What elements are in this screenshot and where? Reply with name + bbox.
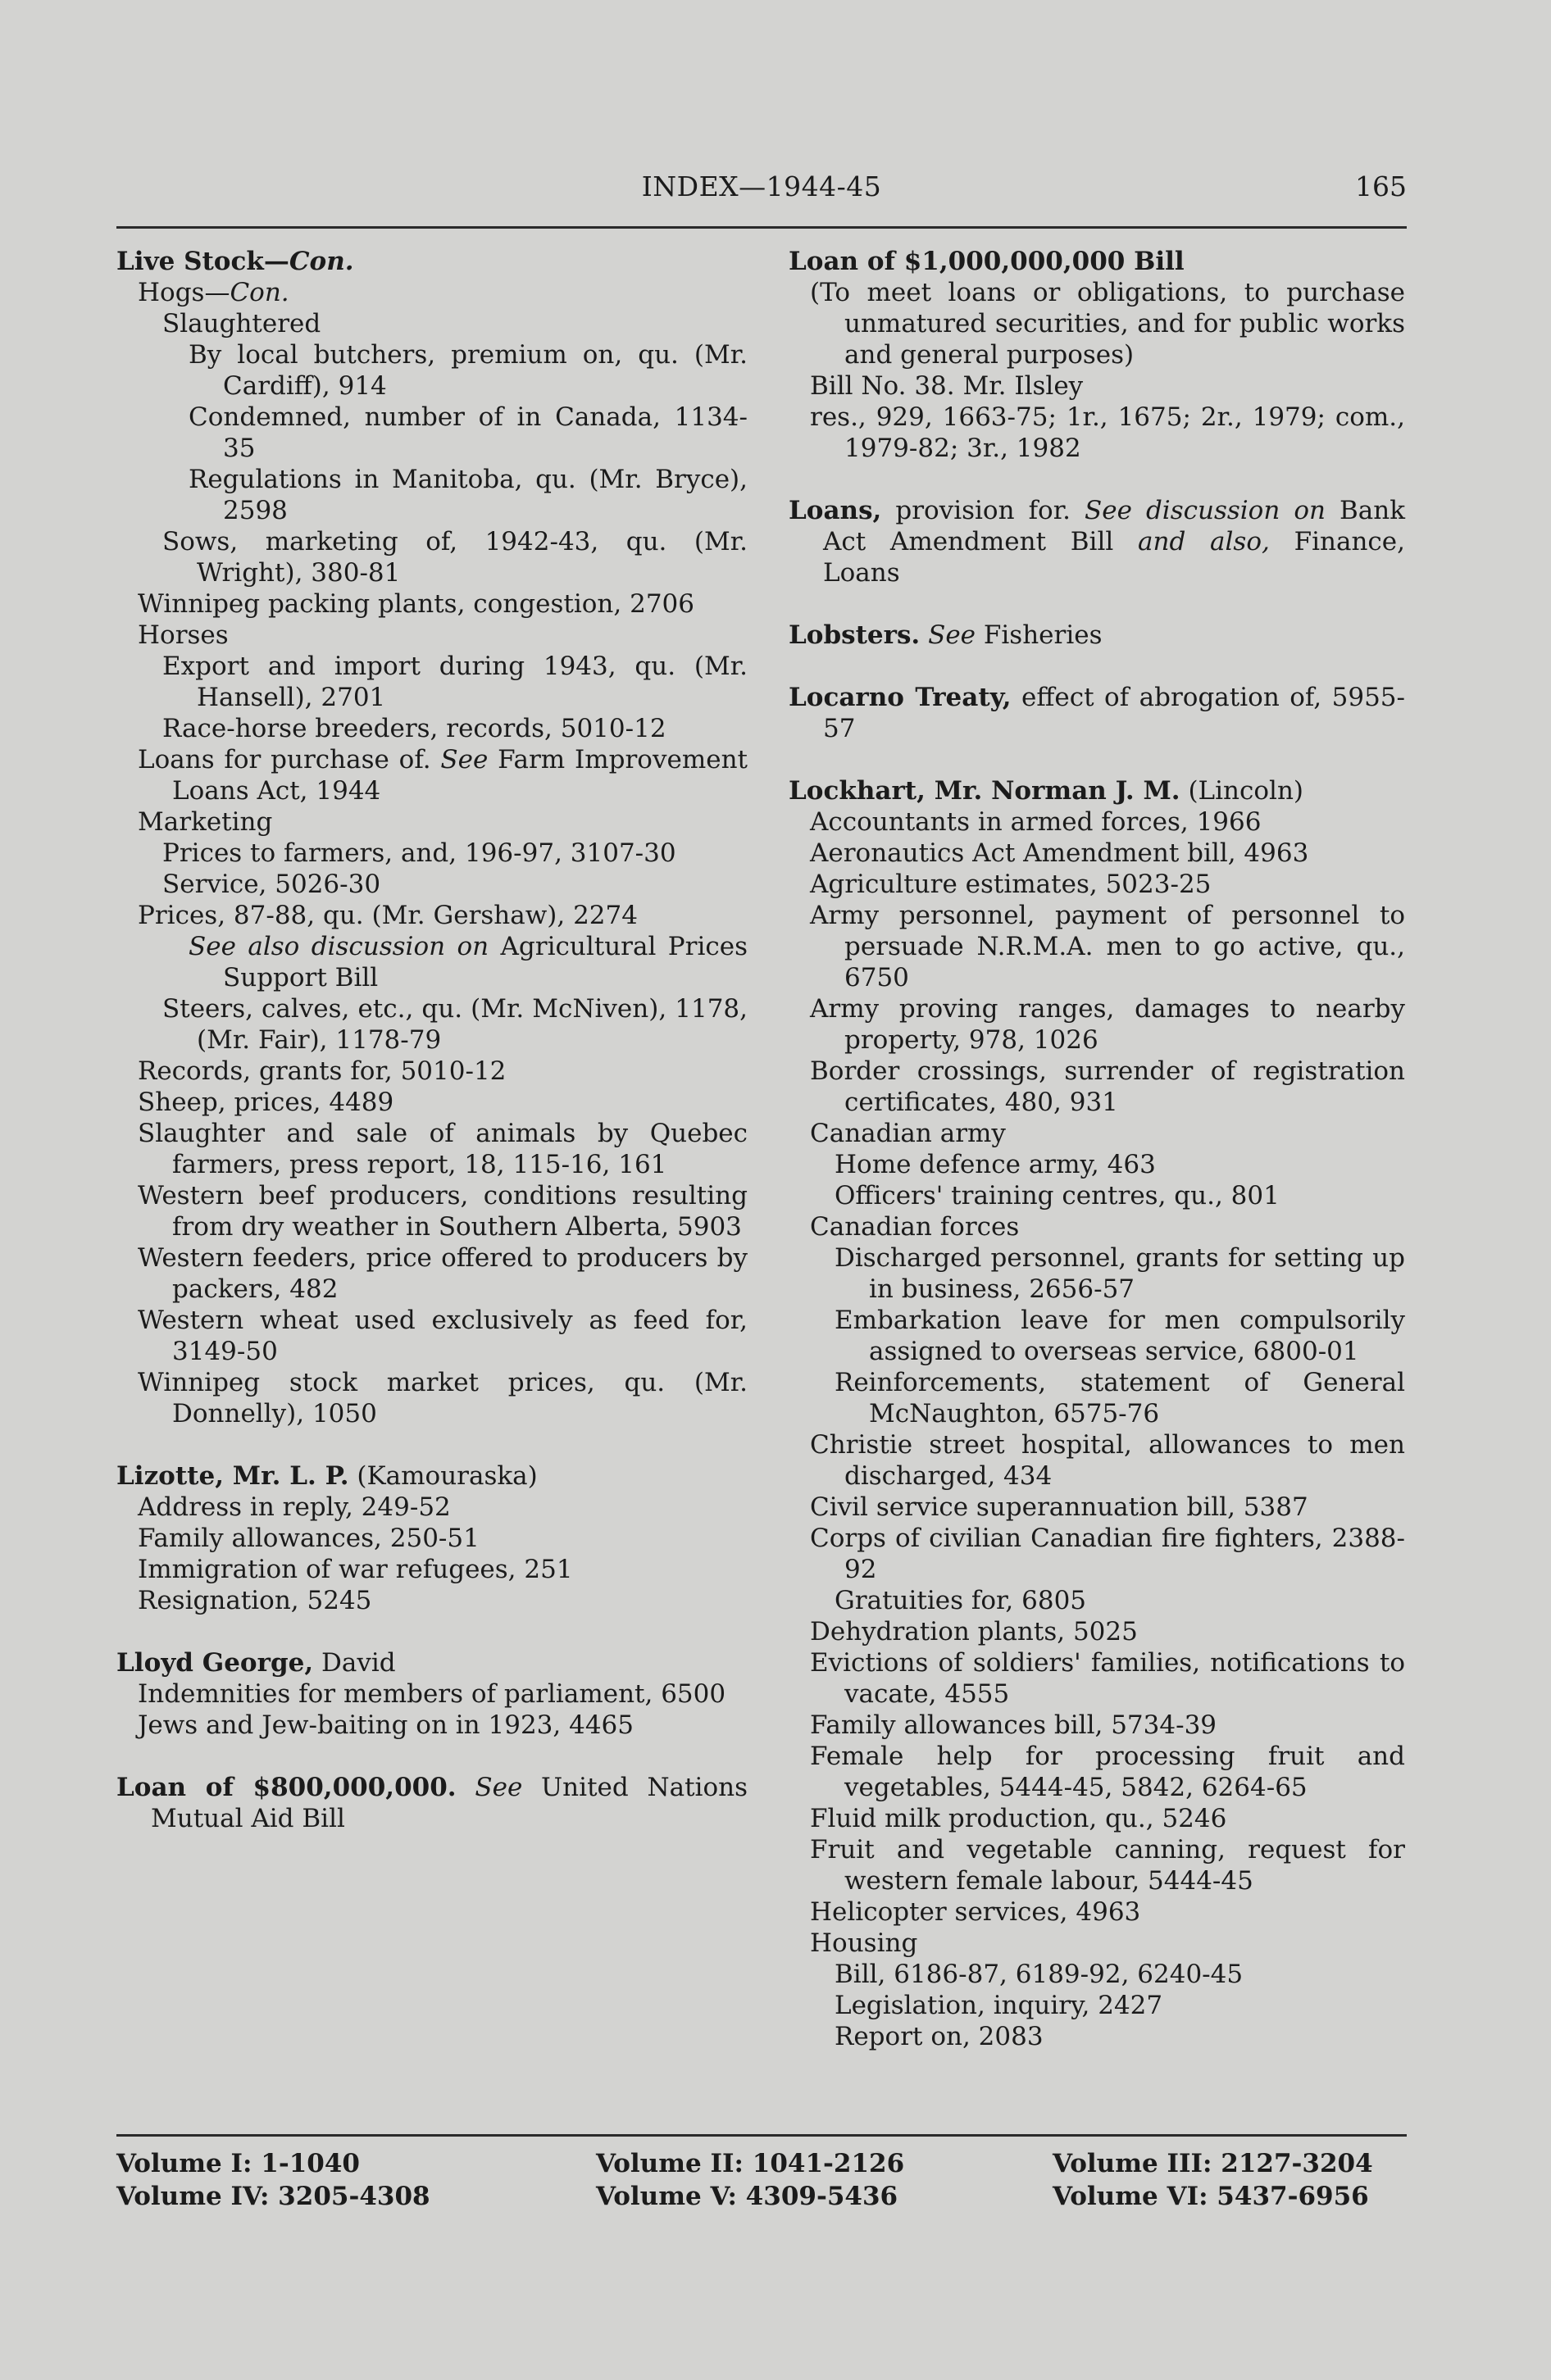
index-subentry	[789, 1990, 1405, 2021]
entry-head: Locarno Treaty,	[789, 683, 1012, 712]
entry-head: Loan of $800,000,000.	[116, 1773, 457, 1802]
entry-text-italic: Con.	[230, 278, 289, 307]
see-reference: See also discussion on	[189, 932, 489, 961]
index-subentry	[789, 1741, 1405, 1803]
entry-head: Loan of $1,000,000,000 Bill	[789, 247, 1185, 276]
index-subentry	[789, 1834, 1405, 1896]
entry-head: Live Stock—	[116, 247, 289, 276]
entry-text: res., 929, 1663-75; 1r., 1675; 2r., 1979; com., 1979-82; 3r., 1982	[810, 402, 1405, 463]
index-subentry	[789, 1959, 1405, 1990]
index-subentry	[116, 1367, 748, 1429]
volume-range: Volume VI: 5437-6956	[1053, 2182, 1369, 2211]
entry-head: Loans,	[789, 496, 882, 525]
index-subentry	[789, 277, 1405, 370]
index-subentry	[789, 1896, 1405, 1928]
entry-text: Report on, 2083	[835, 2022, 1044, 2051]
entry-text: Home defence army, 463	[835, 1150, 1156, 1179]
right-column	[789, 246, 1405, 2052]
index-subentry	[116, 402, 748, 464]
entry-text: Fluid milk production, qu., 5246	[810, 1804, 1227, 1833]
entry-text: Marketing	[138, 807, 273, 837]
entry-text: Legislation, inquiry, 2427	[835, 1991, 1163, 2020]
index-subentry	[789, 2021, 1405, 2052]
index-subentry	[116, 588, 748, 620]
see-reference: and also,	[1138, 527, 1270, 556]
index-subentry	[116, 464, 748, 526]
index-subentry	[789, 1211, 1405, 1242]
index-subentry	[789, 1803, 1405, 1834]
entry-text: Fisheries	[976, 620, 1103, 650]
index-subentry	[789, 1367, 1405, 1429]
index-heading	[789, 246, 1405, 277]
entry-text: Steers, calves, etc., qu. (Mr. McNiven), 1178, (Mr. Fair), 1178-79	[162, 994, 748, 1055]
entry-text: Agriculture estimates, 5023-25	[810, 870, 1212, 899]
index-subentry	[116, 806, 748, 838]
entry-text: (Lincoln)	[1180, 776, 1304, 806]
entry-head: Lizotte, Mr. L. P.	[116, 1461, 349, 1491]
index-subentry	[116, 1710, 748, 1741]
entry-text: Slaughtered	[162, 309, 321, 338]
index-subentry	[116, 713, 748, 744]
entry-text: Horses	[138, 620, 229, 650]
entry-text: Army proving ranges, damages to nearby property, 978, 1026	[810, 994, 1405, 1055]
entry-text	[457, 1773, 475, 1802]
entry-text: Immigration of war refugees, 251	[138, 1555, 573, 1584]
index-subentry	[116, 620, 748, 651]
entry-text: Race-horse breeders, records, 5010-12	[162, 714, 666, 743]
index-subentry	[789, 1242, 1405, 1305]
volume-range: Volume IV: 3205-4308	[116, 2182, 430, 2211]
index-subentry	[116, 526, 748, 588]
index-heading	[116, 246, 748, 277]
entry-text: Winnipeg packing plants, congestion, 2706	[138, 589, 694, 619]
entry-text: Family allowances, 250-51	[138, 1524, 480, 1553]
entry-text: Family allowances bill, 5734-39	[810, 1710, 1217, 1740]
index-subentry	[116, 1087, 748, 1118]
entry-text: Prices to farmers, and, 196-97, 3107-30	[162, 838, 676, 868]
index-subentry	[116, 1585, 748, 1616]
entry-text: Housing	[810, 1928, 918, 1958]
entry-text: Fruit and vegetable canning, request for western female labour, 5444-45	[810, 1835, 1405, 1896]
entry-gap	[116, 1741, 748, 1772]
index-heading	[116, 1460, 748, 1492]
volume-group	[116, 2147, 430, 2213]
entry-head: Lockhart, Mr. Norman J. M.	[789, 776, 1180, 806]
entry-text: Winnipeg stock market prices, qu. (Mr. Donnelly), 1050	[138, 1368, 748, 1428]
entry-text: Jews and Jew-baiting on in 1923, 4465	[138, 1710, 634, 1740]
entry-text: Bank Act Amendment Bill	[823, 496, 1405, 556]
entry-text: Aeronautics Act Amendment bill, 4963	[810, 838, 1309, 868]
entry-text: Canadian army	[810, 1119, 1006, 1148]
index-subentry	[116, 900, 748, 931]
entry-gap	[116, 1616, 748, 1647]
footer-rule	[116, 2134, 1407, 2137]
index-subentry	[116, 1242, 748, 1305]
entry-gap	[789, 588, 1405, 620]
entry-text: Address in reply, 249-52	[138, 1492, 451, 1522]
entry-text: Corps of civilian Canadian fire fighters, 2388-92	[810, 1524, 1405, 1584]
entry-text: Regulations in Manitoba, qu. (Mr. Bryce), 2598	[189, 465, 748, 525]
index-subentry	[789, 1647, 1405, 1710]
index-subentry	[116, 1118, 748, 1180]
entry-text: Canadian forces	[810, 1212, 1020, 1242]
index-heading	[789, 775, 1405, 806]
entry-head: Lloyd George,	[116, 1648, 314, 1678]
entry-text: Embarkation leave for men compulsorily assigned to overseas service, 6800-01	[835, 1306, 1405, 1366]
index-subentry	[116, 308, 748, 339]
entry-text: Western wheat used exclusively as feed for, 3149-50	[138, 1306, 748, 1366]
page-number: 165	[1355, 170, 1407, 202]
entry-text: Accountants in armed forces, 1966	[810, 807, 1262, 837]
volume-range: Volume III: 2127-3204	[1053, 2149, 1373, 2178]
entry-text: Helicopter services, 4963	[810, 1897, 1141, 1927]
entry-text: Bill, 6186-87, 6189-92, 6240-45	[835, 1960, 1244, 1989]
index-heading	[116, 1772, 748, 1834]
entry-text: Sows, marketing of, 1942-43, qu. (Mr. Wright), 380-81	[162, 527, 748, 588]
volume-range: Volume V: 4309-5436	[596, 2182, 898, 2211]
header-rule	[116, 226, 1407, 229]
index-subentry	[789, 370, 1405, 402]
volume-group	[596, 2147, 904, 2213]
index-subentry	[789, 1523, 1405, 1585]
entry-text: Evictions of soldiers' families, notifications to vacate, 4555	[810, 1648, 1405, 1709]
index-subentry	[116, 277, 748, 308]
index-subentry	[789, 1616, 1405, 1647]
entry-head-italic: Con.	[289, 247, 354, 276]
entry-text: Condemned, number of in Canada, 1134-35	[189, 402, 748, 463]
entry-text: Hogs—	[138, 278, 230, 307]
entry-text: Prices, 87-88, qu. (Mr. Gershaw), 2274	[138, 901, 638, 930]
index-subentry	[789, 993, 1405, 1056]
index-subentry	[789, 1305, 1405, 1367]
index-subentry	[116, 1305, 748, 1367]
volume-range: Volume II: 1041-2126	[596, 2149, 905, 2178]
entry-gap	[789, 744, 1405, 775]
entry-text: Bill No. 38. Mr. Ilsley	[810, 371, 1084, 401]
entry-text: United Nations Mutual Aid Bill	[151, 1773, 748, 1833]
entry-text: Agricultural Prices Support Bill	[223, 932, 748, 992]
entry-head: Lobsters.	[789, 620, 921, 650]
entry-text: Export and import during 1943, qu. (Mr. Hansell), 2701	[162, 652, 748, 712]
volume-group	[1053, 2147, 1373, 2213]
entry-text	[920, 620, 928, 650]
index-subentry	[789, 1429, 1405, 1492]
entry-text: Christie street hospital, allowances to men discharged, 434	[810, 1430, 1405, 1491]
index-heading	[789, 682, 1405, 744]
entry-text: Border crossings, surrender of registration certificates, 480, 931	[810, 1056, 1405, 1117]
entry-text: (To meet loans or obligations, to purchase unmatured securities, and for public works and general purposes)	[810, 278, 1405, 370]
entry-text: (Kamouraska)	[348, 1461, 538, 1491]
entry-text: Western beef producers, conditions resulting from dry weather in Southern Alberta, 5903	[138, 1181, 748, 1242]
index-heading	[789, 495, 1405, 588]
entry-text: Finance, Loans	[823, 527, 1405, 588]
entry-text: Reinforcements, statement of General McNaughton, 6575-76	[835, 1368, 1405, 1428]
entry-text: Army personnel, payment of personnel to persuade N.R.M.A. men to go active, qu., 6750	[810, 901, 1405, 992]
entry-gap	[789, 651, 1405, 682]
volume-range: Volume I: 1-1040	[116, 2149, 360, 2178]
index-subentry	[789, 1710, 1405, 1741]
entry-text: Dehydration plants, 5025	[810, 1617, 1138, 1646]
entry-text: Resignation, 5245	[138, 1586, 372, 1615]
index-subentry	[789, 869, 1405, 900]
index-subentry	[116, 651, 748, 713]
index-subentry	[116, 1056, 748, 1087]
entry-text: Records, grants for, 5010-12	[138, 1056, 507, 1086]
entry-text: provision for.	[881, 496, 1085, 525]
entry-text: Officers' training centres, qu., 801	[835, 1181, 1280, 1210]
index-subentry	[116, 1554, 748, 1585]
index-subentry	[116, 1678, 748, 1710]
index-subentry	[116, 1180, 748, 1242]
index-subentry	[789, 402, 1405, 464]
entry-text: By local butchers, premium on, qu. (Mr. Cardiff), 914	[189, 340, 748, 401]
entry-text: David	[313, 1648, 396, 1678]
entry-text: Loans for purchase of.	[138, 745, 441, 774]
index-subentry	[116, 1492, 748, 1523]
index-subentry	[116, 339, 748, 402]
entry-text: Western feeders, price offered to producers by packers, 482	[138, 1243, 748, 1304]
index-subentry	[116, 869, 748, 900]
index-subentry	[789, 1056, 1405, 1118]
index-subentry	[789, 1180, 1405, 1211]
entry-gap	[789, 464, 1405, 495]
index-subentry	[116, 993, 748, 1056]
entry-text: Farm Improvement Loans Act, 1944	[172, 745, 748, 806]
index-subentry	[789, 1118, 1405, 1149]
index-subentry	[789, 900, 1405, 993]
index-subentry	[789, 1149, 1405, 1180]
see-reference: See	[440, 745, 489, 774]
entry-text: effect of abrogation of, 5955-57	[823, 683, 1406, 743]
entry-text: Civil service superannuation bill, 5387	[810, 1492, 1308, 1522]
index-subentry	[789, 806, 1405, 838]
index-subentry	[789, 1585, 1405, 1616]
index-subentry	[789, 1492, 1405, 1523]
page-header	[116, 164, 1407, 213]
entry-text: Slaughter and sale of animals by Quebec farmers, press report, 18, 115-16, 161	[138, 1119, 748, 1179]
index-subentry	[789, 1928, 1405, 1959]
index-subentry	[116, 931, 748, 993]
see-reference: See	[928, 620, 976, 650]
entry-text: Gratuities for, 6805	[835, 1586, 1087, 1615]
index-heading	[789, 620, 1405, 651]
index-subentry	[116, 744, 748, 806]
index-heading	[116, 1647, 748, 1678]
see-reference: See	[475, 1773, 523, 1802]
entry-text: Service, 5026-30	[162, 870, 381, 899]
entry-text: Indemnities for members of parliament, 6500	[138, 1679, 726, 1709]
see-reference: See discussion on	[1085, 496, 1326, 525]
entry-text: Discharged personnel, grants for setting up in business, 2656-57	[835, 1243, 1405, 1304]
index-subentry	[116, 1523, 748, 1554]
entry-gap	[116, 1429, 748, 1460]
index-subentry	[789, 838, 1405, 869]
entry-text: Female help for processing fruit and vegetables, 5444-45, 5842, 6264-65	[810, 1742, 1405, 1802]
index-subentry	[116, 838, 748, 869]
left-column	[116, 246, 748, 1834]
entry-text: Sheep, prices, 4489	[138, 1088, 394, 1117]
index-title: INDEX—1944-45	[641, 170, 882, 202]
